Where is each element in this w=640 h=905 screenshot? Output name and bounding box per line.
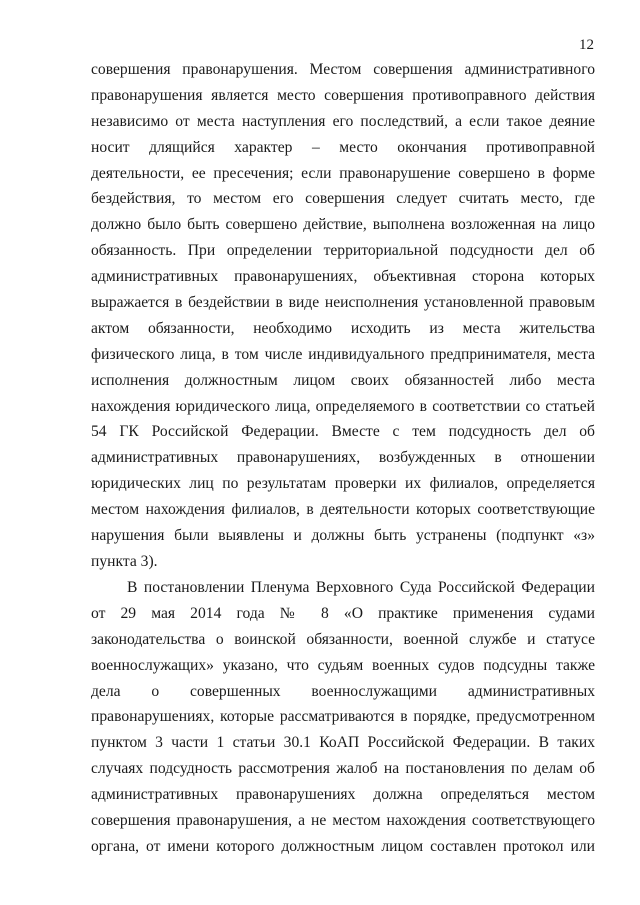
paragraph-line: совершения правонарушения. Местом совершения административного — [91, 61, 595, 78]
paragraph-line: административных правонарушениях, объективная сторона которых — [91, 268, 595, 286]
paragraph-line: исполнения должностным лицом своих обязанностей либо места — [91, 371, 595, 389]
paragraph-line: пункта 3). — [91, 552, 158, 570]
paragraph-line: от 29 мая 2014 года № 8 «О практике применения судами — [91, 604, 595, 622]
paragraph-line: актом обязанности, необходимо исходить из места жительства — [91, 319, 595, 337]
paragraph-line: правонарушениях, которые рассматриваются в порядке, предусмотренном — [91, 708, 595, 726]
paragraph-line: случаях подсудность рассмотрения жалоб на постановления по делам об — [91, 760, 595, 778]
paragraph-line: В постановлении Пленума Верховного Суда Российской Федерации — [127, 579, 595, 596]
paragraph-line: обязанность. При определении территориальной подсудности дел об — [91, 242, 595, 260]
paragraph-line: правонарушения является место совершения противоправного действия — [91, 86, 595, 104]
page-number: 12 — [579, 37, 594, 53]
paragraph-line: административных правонарушениях, возбужденных в отношении — [91, 449, 595, 467]
paragraph-1 — [91, 57, 595, 575]
paragraph-line: нахождения юридического лица, определяемого в соответствии со статьей — [91, 397, 595, 415]
paragraph-line: дела о совершенных военнослужащими административных — [91, 682, 595, 700]
paragraph-line: органа, от имени которого должностным лицом составлен протокол или — [91, 837, 595, 855]
paragraph-line: административных правонарушениях должна определяться местом — [91, 786, 595, 804]
paragraph-line: физического лица, в том числе индивидуального предпринимателя, места — [91, 345, 595, 363]
paragraph-line: должно было быть совершено действие, выполнена возложенная на лицо — [91, 216, 595, 234]
paragraph-line: деятельности, ее пресечения; если правонарушение совершено в форме — [91, 164, 595, 182]
paragraph-line: совершения правонарушения, а не местом нахождения соответствующего — [91, 812, 595, 830]
paragraph-line: законодательства о воинской обязанности, военной службе и статусе — [91, 630, 595, 648]
paragraph-line: бездействия, то местом его совершения следует считать место, где — [91, 190, 595, 208]
paragraph-line: военнослужащих» указано, что судьям военных судов подсудны также — [91, 656, 595, 674]
paragraph-line: местом нахождения филиалов, в деятельности которых соответствующие — [91, 501, 595, 519]
paragraph-line: 54 ГК Российской Федерации. Вместе с тем подсудность дел об — [91, 423, 595, 441]
paragraph-line: пунктом 3 части 1 статьи 30.1 КоАП Российской Федерации. В таких — [91, 734, 595, 752]
paragraph-line: юридических лиц по результатам проверки их филиалов, определяется — [91, 475, 595, 493]
paragraph-line: независимо от места наступления его последствий, а если такое деяние — [91, 112, 595, 130]
paragraph-line: носит длящийся характер – место окончания противоправной — [91, 138, 595, 156]
paragraph-2 — [91, 575, 595, 860]
paragraph-line: нарушения были выявлены и должны быть устранены (подпункт «з» — [91, 527, 595, 545]
paragraph-line: выражается в бездействии в виде неисполнения установленной правовым — [91, 294, 595, 312]
